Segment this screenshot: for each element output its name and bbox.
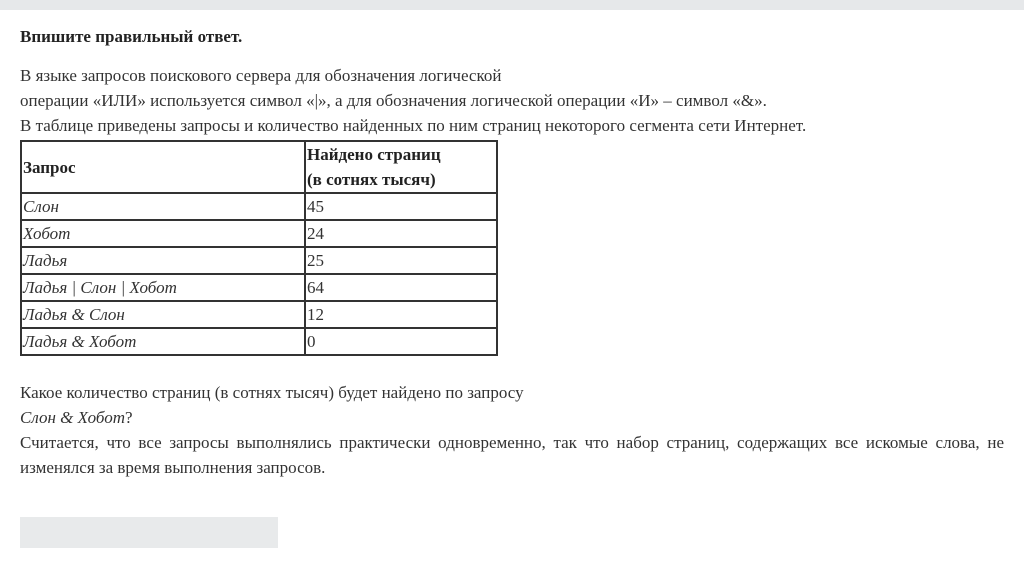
target-query: Слон & Хобот xyxy=(20,408,126,427)
header-query: Запрос xyxy=(21,141,305,193)
query-cell: Ладья & Слон xyxy=(21,301,305,328)
count-cell: 45 xyxy=(305,193,497,220)
table-row xyxy=(21,274,497,301)
header-count-line-1: Найдено страниц xyxy=(307,145,441,164)
intro-line-2: операции «ИЛИ» используется символ «|», а для обозначения логической операции «И» – символ «&». xyxy=(20,91,767,110)
question-note: Считается, что все запросы выполнялись практически одновременно, так что набор страниц, содержащих все искомые слова, не изменялся за время выполнения запросов. xyxy=(20,433,1004,477)
intro-line-3: В таблице приведены запросы и количество найденных по ним страниц некоторого сегмента сети Интернет. xyxy=(20,116,807,135)
table-row xyxy=(21,328,497,355)
count-cell: 0 xyxy=(305,328,497,355)
answer-input[interactable] xyxy=(20,517,278,548)
table-row xyxy=(21,301,497,328)
query-cell: Слон xyxy=(21,193,305,220)
query-cell: Ладья | Слон | Хобот xyxy=(21,274,305,301)
target-suffix: ? xyxy=(125,408,133,427)
count-cell: 25 xyxy=(305,247,497,274)
table-header-row xyxy=(21,141,497,193)
question-target xyxy=(20,405,1004,430)
table-row xyxy=(21,220,497,247)
question-line-1: Какое количество страниц (в сотнях тысяч) будет найдено по запросу xyxy=(20,383,524,402)
task-content xyxy=(20,26,1004,480)
query-cell: Ладья & Хобот xyxy=(21,328,305,355)
query-table xyxy=(20,140,498,356)
query-cell: Хобот xyxy=(21,220,305,247)
count-cell: 12 xyxy=(305,301,497,328)
table-row xyxy=(21,193,497,220)
count-cell: 24 xyxy=(305,220,497,247)
table-row xyxy=(21,247,497,274)
header-count-line-2: (в сотнях тысяч) xyxy=(307,170,436,189)
header-count xyxy=(305,141,497,193)
count-cell: 64 xyxy=(305,274,497,301)
query-cell: Ладья xyxy=(21,247,305,274)
top-bar xyxy=(0,0,1024,10)
task-instruction: Впишите правильный ответ. xyxy=(20,27,243,46)
intro-line-1: В языке запросов поискового сервера для обозначения логической xyxy=(20,66,502,85)
